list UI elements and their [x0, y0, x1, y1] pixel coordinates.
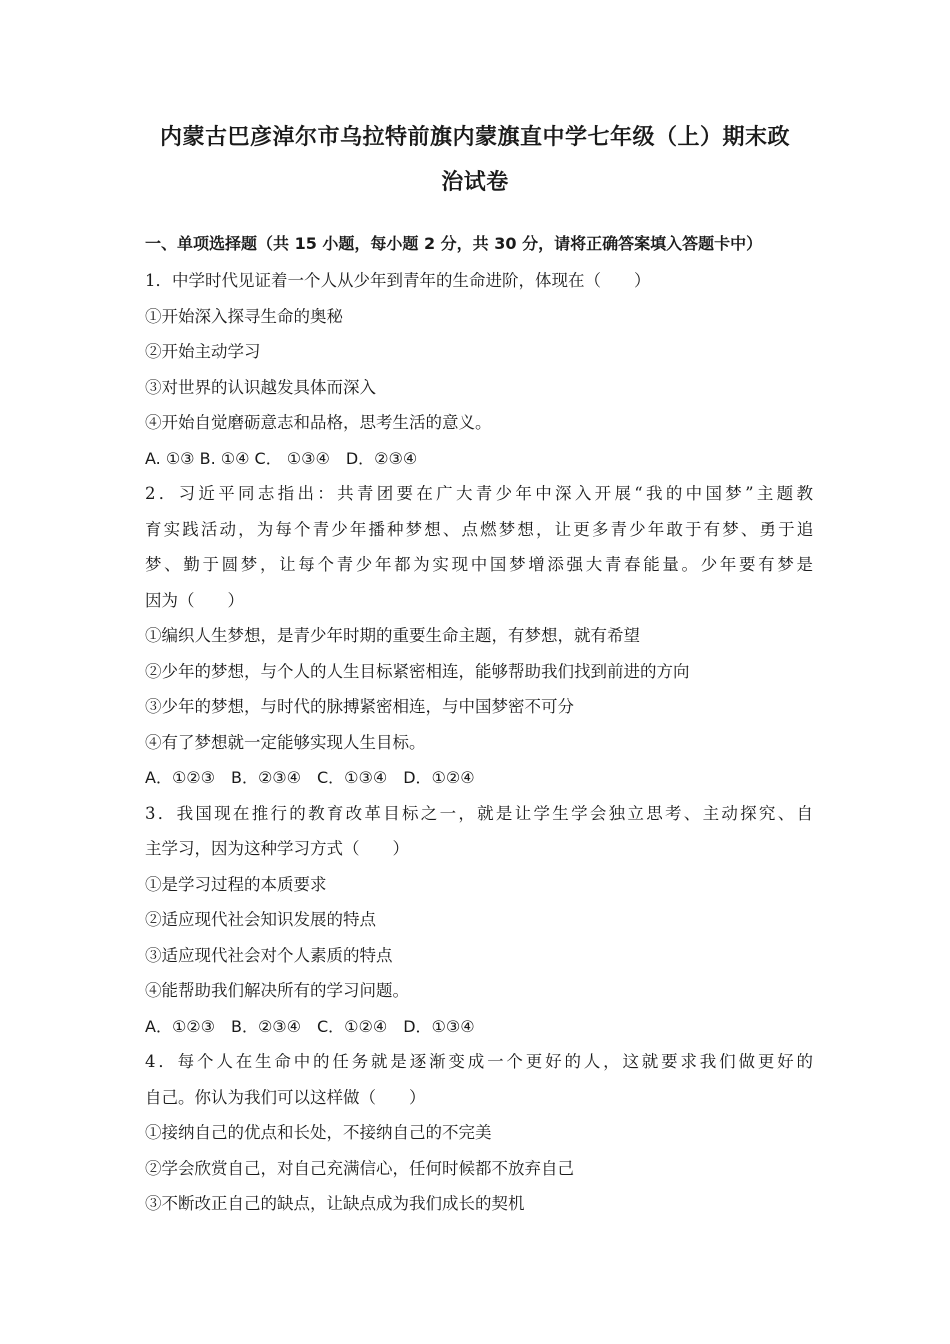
question-3-options: A．①②③ B．②③④ C．①②④ D．①③④: [145, 1016, 475, 1036]
question-3-statement-3: ③适应现代社会对个人素质的特点: [145, 945, 393, 965]
question-1-options: A. ①③ B. ①④ C． ①③④ D．②③④: [145, 448, 418, 468]
question-2-statement-4: ④有了梦想就一定能够实现人生目标。: [145, 732, 426, 752]
exam-title-line-1: 内蒙古巴彦淖尔市乌拉特前旗内蒙旗直中学七年级（上）期末政: [159, 125, 790, 150]
section-heading: 一、单项选择题（共 15 小题，每小题 2 分，共 30 分，请将正确答案填入答题卡中）: [145, 234, 763, 253]
question-4-stem-line-2: 自己。你认为我们可以这样做（ ）: [145, 1087, 426, 1107]
exam-title: [140, 115, 810, 205]
question-1-stem: 1．中学时代见证着一个人从少年到青年的生命进阶，体现在（ ）: [145, 271, 651, 290]
question-1-statement-2: ②开始主动学习: [145, 342, 261, 361]
question-4-stem-line-1: 4．每个人在生命中的任务就是逐渐变成一个更好的人，这就要求我们做更好的: [145, 1052, 813, 1071]
question-list: [145, 263, 813, 1222]
question-2-statement-3: ③少年的梦想，与时代的脉搏紧密相连，与中国梦密不可分: [145, 697, 574, 716]
question-4-statement-3: ③不断改正自己的缺点，让缺点成为我们成长的契机: [145, 1194, 525, 1213]
question-2-options: A．①②③ B．②③④ C．①③④ D．①②④: [145, 768, 475, 787]
question-2-stem-line-1: 2．习近平同志指出：共青团要在广大青少年中深入开展“我的中国梦”主题教: [145, 484, 813, 503]
question-2-statement-1: ①编织人生梦想，是青少年时期的重要生命主题，有梦想，就有希望: [145, 626, 640, 645]
exam-title-line-2: 治试卷: [441, 170, 509, 195]
question-1-statement-1: ①开始深入探寻生命的奥秘: [145, 306, 343, 326]
question-2-statement-2: ②少年的梦想，与个人的人生目标紧密相连，能够帮助我们找到前进的方向: [145, 661, 690, 681]
question-2-stem-line-2: 育实践活动，为每个青少年播种梦想、点燃梦想，让更多青少年敢于有梦、勇于追: [145, 519, 813, 539]
question-2-stem-line-3: 梦、勤于圆梦，让每个青少年都为实现中国梦增添强大青春能量。少年要有梦是: [145, 555, 813, 574]
question-3-stem-line-1: 3．我国现在推行的教育改革目标之一，就是让学生学会独立思考、主动探究、自: [145, 803, 813, 823]
question-4-statement-1: ①接纳自己的优点和长处，不接纳自己的不完美: [145, 1123, 492, 1142]
question-2-stem-line-4: 因为（ ）: [145, 590, 244, 610]
question-3-statement-4: ④能帮助我们解决所有的学习问题。: [145, 981, 409, 1000]
question-3-statement-1: ①是学习过程的本质要求: [145, 874, 327, 894]
question-1-statement-3: ③对世界的认识越发具体而深入: [145, 377, 376, 397]
question-3-stem-line-2: 主学习，因为这种学习方式（ ）: [145, 839, 409, 858]
question-4-statement-2: ②学会欣赏自己，对自己充满信心，任何时候都不放弃自己: [145, 1158, 574, 1178]
question-1-statement-4: ④开始自觉磨砺意志和品格，思考生活的意义。: [145, 413, 492, 432]
question-3-statement-2: ②适应现代社会知识发展的特点: [145, 910, 376, 929]
